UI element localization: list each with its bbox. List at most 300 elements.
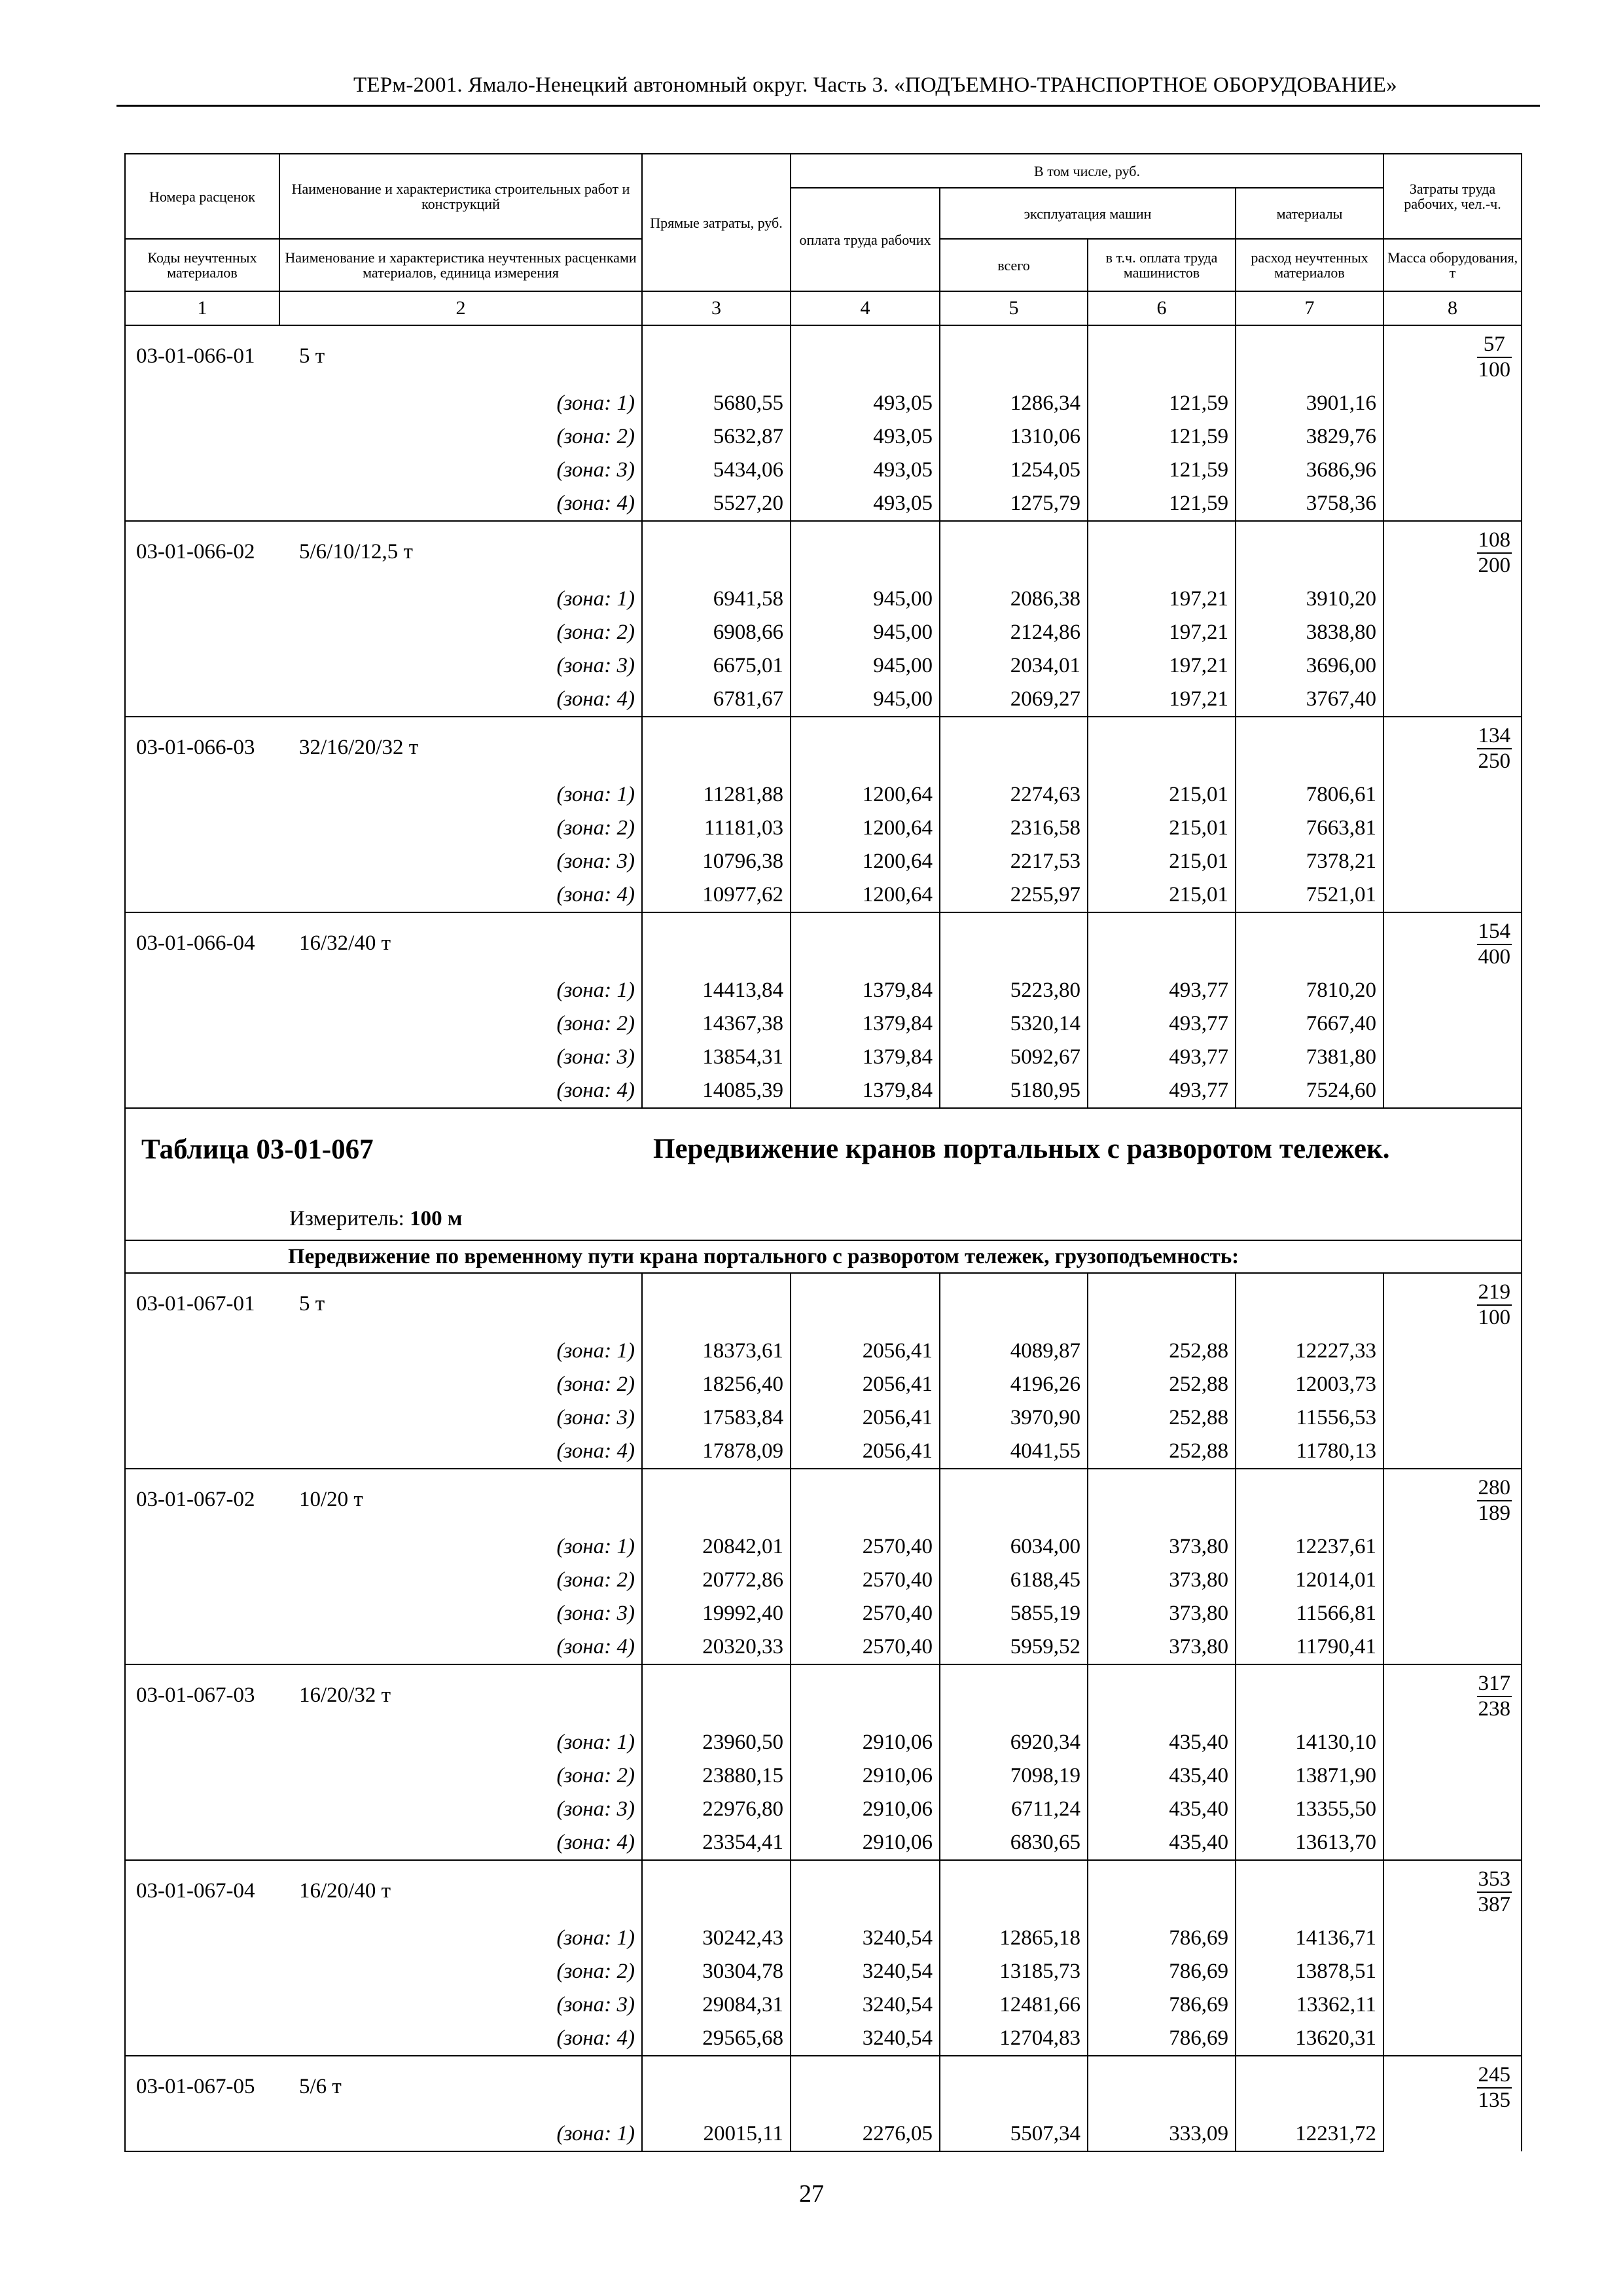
empty-cell (642, 325, 791, 387)
equipment-mass: 238 (1478, 1697, 1511, 1721)
labor-pay-value: 945,00 (791, 583, 940, 616)
empty-cell (125, 1041, 279, 1074)
direct-costs-value: 23354,41 (642, 1826, 791, 1860)
machines-total-value: 6188,45 (940, 1564, 1088, 1597)
rate-name: 16/32/40 т (279, 912, 642, 974)
equipment-mass: 400 (1478, 945, 1511, 969)
labor-pay-value: 2910,06 (791, 1826, 940, 1860)
zone-label: (зона: 3) (556, 850, 635, 873)
machines-total-value: 2034,01 (940, 649, 1088, 683)
empty-cell (1236, 1860, 1383, 1922)
labor-mass-fraction (1477, 1280, 1512, 1330)
zone-row (125, 1368, 1522, 1401)
direct-costs-value: 6675,01 (642, 649, 791, 683)
empty-cell (125, 1368, 279, 1401)
materials-value: 7663,81 (1236, 812, 1383, 845)
direct-costs-value: 30304,78 (642, 1955, 791, 1988)
direct-costs-value: 5632,87 (642, 420, 791, 454)
machines-total-value: 2255,97 (940, 878, 1088, 912)
materials-value: 7810,20 (1236, 974, 1383, 1007)
zone-label: (зона: 2) (556, 425, 635, 448)
operators-pay-value: 493,77 (1088, 974, 1236, 1007)
header-materials: материалы (1236, 188, 1383, 239)
empty-cell (940, 1273, 1088, 1335)
labor-mass-cell (1383, 1860, 1522, 2056)
rate-name: 5/6/10/12,5 т (279, 521, 642, 583)
empty-cell (791, 1664, 940, 1726)
materials-value: 7806,61 (1236, 778, 1383, 812)
empty-cell (125, 487, 279, 521)
header-unaccounted-materials: расход неучтенных материалов (1236, 239, 1383, 291)
empty-cell (125, 1564, 279, 1597)
operators-pay-value: 252,88 (1088, 1401, 1236, 1435)
machines-total-value: 5092,67 (940, 1041, 1088, 1074)
empty-cell (125, 583, 279, 616)
materials-value: 12003,73 (1236, 1368, 1383, 1401)
labor-pay-value: 2276,05 (791, 2117, 940, 2151)
zone-row (125, 1530, 1522, 1564)
empty-cell (1236, 521, 1383, 583)
empty-cell (125, 2117, 279, 2151)
empty-cell (791, 1860, 940, 1922)
zone-label: (зона: 4) (556, 1439, 635, 1463)
empty-cell (642, 912, 791, 974)
materials-value: 7378,21 (1236, 845, 1383, 878)
operators-pay-value: 252,88 (1088, 1435, 1236, 1469)
labor-pay-value: 2910,06 (791, 1793, 940, 1826)
rate-group-row (125, 912, 1522, 974)
empty-cell (791, 717, 940, 778)
machines-total-value: 3970,90 (940, 1401, 1088, 1435)
materials-value: 7381,80 (1236, 1041, 1383, 1074)
direct-costs-value: 23880,15 (642, 1759, 791, 1793)
column-number: 5 (940, 291, 1088, 325)
direct-costs-value: 13854,31 (642, 1041, 791, 1074)
rate-group-row (125, 1469, 1522, 1530)
zone-label: (зона: 3) (556, 1993, 635, 2017)
labor-mass-cell (1383, 2056, 1522, 2151)
labor-pay-value: 2910,06 (791, 1726, 940, 1759)
zone-label: (зона: 3) (556, 1406, 635, 1429)
operators-pay-value: 435,40 (1088, 1793, 1236, 1826)
empty-cell (1236, 1469, 1383, 1530)
zone-label: (зона: 4) (556, 2026, 635, 2050)
labor-pay-value: 2570,40 (791, 1630, 940, 1664)
header-material-names: Наименование и характеристика неучтенных расценками материалов, единица измерения (279, 239, 642, 291)
direct-costs-value: 20842,01 (642, 1530, 791, 1564)
empty-cell (940, 2056, 1088, 2117)
zone-label: (зона: 2) (556, 1012, 635, 1035)
empty-cell (125, 845, 279, 878)
column-number: 6 (1088, 291, 1236, 325)
labor-pay-value: 1200,64 (791, 845, 940, 878)
rate-name: 16/20/32 т (279, 1664, 642, 1726)
header-labor-pay: оплата труда рабочих (791, 188, 940, 291)
rate-group-row (125, 1664, 1522, 1726)
materials-value: 12227,33 (1236, 1335, 1383, 1368)
materials-value: 3901,16 (1236, 387, 1383, 420)
operators-pay-value: 493,77 (1088, 1007, 1236, 1041)
header-number-row (125, 291, 1522, 325)
labor-mass-cell (1383, 521, 1522, 717)
empty-cell (125, 1007, 279, 1041)
labor-mass-fraction (1477, 724, 1512, 774)
header-including: В том числе, руб. (791, 154, 1383, 188)
zone-label: (зона: 4) (556, 883, 635, 906)
machines-total-value: 6920,34 (940, 1726, 1088, 1759)
empty-cell (642, 1860, 791, 1922)
empty-cell (791, 521, 940, 583)
labor-pay-value: 493,05 (791, 387, 940, 420)
zone-row (125, 487, 1522, 521)
labor-mass-fraction (1477, 1476, 1512, 1526)
zone-row (125, 1041, 1522, 1074)
materials-value: 3767,40 (1236, 683, 1383, 717)
rate-code: 03-01-067-02 (125, 1469, 279, 1530)
machines-total-value: 4196,26 (940, 1368, 1088, 1401)
labor-pay-value: 1200,64 (791, 878, 940, 912)
zone-label: (зона: 2) (556, 620, 635, 644)
empty-cell (940, 521, 1088, 583)
operators-pay-value: 786,69 (1088, 2022, 1236, 2056)
empty-cell (1088, 1469, 1236, 1530)
operators-pay-value: 121,59 (1088, 487, 1236, 521)
operators-pay-value: 493,77 (1088, 1074, 1236, 1108)
zone-row (125, 1922, 1522, 1955)
empty-cell (125, 1630, 279, 1664)
labor-mass-cell (1383, 325, 1522, 521)
empty-cell (1088, 1273, 1236, 1335)
zone-label: (зона: 2) (556, 1960, 635, 1983)
rate-name: 32/16/20/32 т (279, 717, 642, 778)
empty-cell (1088, 717, 1236, 778)
materials-value: 3838,80 (1236, 616, 1383, 649)
labor-pay-value: 2570,40 (791, 1564, 940, 1597)
labor-pay-value: 3240,54 (791, 2022, 940, 2056)
empty-cell (125, 778, 279, 812)
zone-row (125, 2117, 1522, 2151)
operators-pay-value: 197,21 (1088, 683, 1236, 717)
empty-cell (125, 1793, 279, 1826)
labor-pay-value: 2570,40 (791, 1530, 940, 1564)
zone-label: (зона: 3) (556, 1045, 635, 1069)
empty-cell (791, 912, 940, 974)
zone-row (125, 420, 1522, 454)
labor-mass-fraction (1477, 1672, 1512, 1721)
empty-cell (125, 454, 279, 487)
machines-total-value: 7098,19 (940, 1759, 1088, 1793)
rate-name: 16/20/40 т (279, 1860, 642, 1922)
empty-cell (1088, 325, 1236, 387)
labor-mass-fraction (1477, 332, 1512, 382)
materials-value: 11556,53 (1236, 1401, 1383, 1435)
materials-value: 7667,40 (1236, 1007, 1383, 1041)
empty-cell (125, 1726, 279, 1759)
empty-cell (1236, 912, 1383, 974)
materials-value: 13871,90 (1236, 1759, 1383, 1793)
header-rate-numbers: Номера расценок (125, 154, 279, 239)
empty-cell (791, 2056, 940, 2117)
direct-costs-value: 20772,86 (642, 1564, 791, 1597)
labor-pay-value: 3240,54 (791, 1988, 940, 2022)
direct-costs-value: 29084,31 (642, 1988, 791, 2022)
labor-pay-value: 945,00 (791, 616, 940, 649)
labor-hours: 154 (1477, 920, 1512, 945)
header-equipment-mass: Масса оборудования, т (1383, 239, 1522, 291)
machines-total-value: 2069,27 (940, 683, 1088, 717)
direct-costs-value: 17878,09 (642, 1435, 791, 1469)
direct-costs-value: 6781,67 (642, 683, 791, 717)
labor-hours: 245 (1477, 2063, 1512, 2089)
empty-cell (1088, 912, 1236, 974)
labor-pay-value: 493,05 (791, 487, 940, 521)
table-number: Таблица 03-01-067 (141, 1134, 374, 1165)
rate-code: 03-01-066-03 (125, 717, 279, 778)
empty-cell (125, 683, 279, 717)
operators-pay-value: 786,69 (1088, 1922, 1236, 1955)
rate-name: 5 т (279, 325, 642, 387)
empty-cell (125, 1826, 279, 1860)
zone-row (125, 616, 1522, 649)
empty-cell (642, 1664, 791, 1726)
materials-value: 7521,01 (1236, 878, 1383, 912)
zone-row (125, 974, 1522, 1007)
zone-row (125, 387, 1522, 420)
column-number: 2 (279, 291, 642, 325)
rate-code: 03-01-067-04 (125, 1860, 279, 1922)
zone-row (125, 1955, 1522, 1988)
operators-pay-value: 333,09 (1088, 2117, 1236, 2151)
empty-cell (125, 1597, 279, 1630)
rate-code: 03-01-067-05 (125, 2056, 279, 2117)
labor-pay-value: 1200,64 (791, 812, 940, 845)
operators-pay-value: 197,21 (1088, 616, 1236, 649)
direct-costs-value: 14085,39 (642, 1074, 791, 1108)
empty-cell (940, 325, 1088, 387)
column-number: 1 (125, 291, 279, 325)
machines-total-value: 2274,63 (940, 778, 1088, 812)
machines-total-value: 1254,05 (940, 454, 1088, 487)
zone-row (125, 649, 1522, 683)
empty-cell (642, 717, 791, 778)
meter-label: Измеритель: (289, 1207, 404, 1230)
zone-row (125, 1597, 1522, 1630)
empty-cell (125, 1530, 279, 1564)
equipment-mass: 100 (1478, 358, 1511, 382)
operators-pay-value: 252,88 (1088, 1368, 1236, 1401)
machines-total-value: 12481,66 (940, 1988, 1088, 2022)
materials-value: 14136,71 (1236, 1922, 1383, 1955)
empty-cell (940, 1469, 1088, 1530)
empty-cell (125, 420, 279, 454)
materials-value: 12231,72 (1236, 2117, 1383, 2151)
zone-label: (зона: 1) (279, 2117, 642, 2151)
operators-pay-value: 786,69 (1088, 1955, 1236, 1988)
machines-total-value: 4041,55 (940, 1435, 1088, 1469)
empty-cell (125, 1401, 279, 1435)
machines-total-value: 2086,38 (940, 583, 1088, 616)
empty-cell (125, 387, 279, 420)
zone-row (125, 583, 1522, 616)
zone-label: (зона: 4) (556, 1079, 635, 1102)
zone-label: (зона: 4) (556, 1635, 635, 1659)
empty-cell (1088, 521, 1236, 583)
machines-total-value: 12704,83 (940, 2022, 1088, 2056)
operators-pay-value: 252,88 (1088, 1335, 1236, 1368)
labor-pay-value: 493,05 (791, 454, 940, 487)
labor-mass-fraction (1477, 1867, 1512, 1917)
rate-code: 03-01-067-01 (125, 1273, 279, 1335)
empty-cell (125, 1955, 279, 1988)
header-material-codes: Коды неучтенных материалов (125, 239, 279, 291)
materials-value: 13878,51 (1236, 1955, 1383, 1988)
operators-pay-value: 493,77 (1088, 1041, 1236, 1074)
header-work-name: Наименование и характеристика строительных работ и конструкций (279, 154, 642, 239)
operators-pay-value: 215,01 (1088, 845, 1236, 878)
empty-cell (791, 325, 940, 387)
direct-costs-value: 11281,88 (642, 778, 791, 812)
operators-pay-value: 373,80 (1088, 1630, 1236, 1664)
operators-pay-value: 435,40 (1088, 1826, 1236, 1860)
equipment-mass: 200 (1478, 554, 1511, 577)
machines-total-value: 1275,79 (940, 487, 1088, 521)
zone-row (125, 812, 1522, 845)
operators-pay-value: 215,01 (1088, 778, 1236, 812)
materials-value: 3758,36 (1236, 487, 1383, 521)
operators-pay-value: 215,01 (1088, 878, 1236, 912)
header-labor-costs: Затраты труда рабочих, чел.-ч. (1383, 154, 1522, 239)
machines-total-value: 4089,87 (940, 1335, 1088, 1368)
direct-costs-value: 20320,33 (642, 1630, 791, 1664)
empty-cell (125, 1759, 279, 1793)
equipment-mass: 189 (1478, 1501, 1511, 1525)
rate-code: 03-01-066-04 (125, 912, 279, 974)
labor-mass-cell (1383, 912, 1522, 1108)
equipment-mass: 250 (1478, 749, 1511, 773)
operators-pay-value: 373,80 (1088, 1564, 1236, 1597)
rate-group-row (125, 521, 1522, 583)
machines-total-value: 12865,18 (940, 1922, 1088, 1955)
header-row-1 (125, 154, 1522, 188)
labor-pay-value: 945,00 (791, 649, 940, 683)
machines-total-value: 2316,58 (940, 812, 1088, 845)
zone-row (125, 778, 1522, 812)
labor-pay-value: 1379,84 (791, 1041, 940, 1074)
materials-value: 11790,41 (1236, 1630, 1383, 1664)
meter-value: 100 м (410, 1207, 463, 1230)
labor-pay-value: 3240,54 (791, 1955, 940, 1988)
direct-costs-value: 29565,68 (642, 2022, 791, 2056)
machines-total-value: 6711,24 (940, 1793, 1088, 1826)
empty-cell (125, 974, 279, 1007)
labor-pay-value: 1379,84 (791, 1007, 940, 1041)
labor-pay-value: 1379,84 (791, 1074, 940, 1108)
labor-hours: 108 (1477, 528, 1512, 554)
labor-pay-value: 2056,41 (791, 1401, 940, 1435)
machines-total-value: 2217,53 (940, 845, 1088, 878)
machines-total-value: 5180,95 (940, 1074, 1088, 1108)
zone-label: (зона: 2) (556, 816, 635, 840)
empty-cell (125, 616, 279, 649)
rate-code: 03-01-067-03 (125, 1664, 279, 1726)
empty-cell (940, 717, 1088, 778)
materials-value: 7524,60 (1236, 1074, 1383, 1108)
machines-total-value: 1286,34 (940, 387, 1088, 420)
machines-total-value: 5507,34 (940, 2117, 1088, 2151)
header-machine-operation: эксплуатация машин (940, 188, 1236, 239)
zone-label: (зона: 1) (556, 783, 635, 806)
zone-label: (зона: 2) (556, 1764, 635, 1787)
rate-name: 5/6 т (279, 2056, 642, 2117)
zone-label: (зона: 4) (556, 687, 635, 711)
materials-value: 13620,31 (1236, 2022, 1383, 2056)
direct-costs-value: 22976,80 (642, 1793, 791, 1826)
equipment-mass: 100 (1478, 1306, 1511, 1329)
empty-cell (642, 1273, 791, 1335)
direct-costs-value: 20015,11 (642, 2117, 791, 2151)
zone-label: (зона: 1) (556, 1926, 635, 1950)
zone-row (125, 1564, 1522, 1597)
materials-value: 3910,20 (1236, 583, 1383, 616)
labor-pay-value: 1200,64 (791, 778, 940, 812)
zone-label: (зона: 4) (556, 492, 635, 515)
empty-cell (125, 1435, 279, 1469)
empty-cell (125, 1074, 279, 1108)
zone-label: (зона: 2) (556, 1568, 635, 1592)
operators-pay-value: 197,21 (1088, 583, 1236, 616)
zone-row (125, 878, 1522, 912)
rate-group-row (125, 1273, 1522, 1335)
empty-cell (1236, 1664, 1383, 1726)
operators-pay-value: 373,80 (1088, 1530, 1236, 1564)
rate-group-row (125, 2056, 1522, 2117)
machines-total-value: 1310,06 (940, 420, 1088, 454)
zone-row (125, 1726, 1522, 1759)
zone-label: (зона: 4) (556, 1831, 635, 1854)
header-machines-total: всего (940, 239, 1088, 291)
machines-total-value: 6034,00 (940, 1530, 1088, 1564)
zone-label: (зона: 3) (556, 654, 635, 677)
materials-value: 13613,70 (1236, 1826, 1383, 1860)
equipment-mass: 135 (1478, 2089, 1511, 2112)
labor-hours: 219 (1477, 1280, 1512, 1306)
empty-cell (125, 812, 279, 845)
table-meter (289, 1207, 462, 1231)
labor-mass-cell (1383, 1664, 1522, 1860)
empty-cell (125, 1922, 279, 1955)
empty-cell (1236, 1273, 1383, 1335)
machines-total-value: 5959,52 (940, 1630, 1088, 1664)
zone-label: (зона: 1) (556, 1731, 635, 1754)
materials-value: 3829,76 (1236, 420, 1383, 454)
column-number: 7 (1236, 291, 1383, 325)
labor-hours: 317 (1477, 1672, 1512, 1697)
labor-pay-value: 3240,54 (791, 1922, 940, 1955)
labor-hours: 280 (1477, 1476, 1512, 1501)
materials-value: 12237,61 (1236, 1530, 1383, 1564)
rate-name: 10/20 т (279, 1469, 642, 1530)
labor-hours: 353 (1477, 1867, 1512, 1893)
empty-cell (1236, 2056, 1383, 2117)
operators-pay-value: 121,59 (1088, 420, 1236, 454)
table-title: Передвижение кранов портальных с разворотом тележек. (653, 1134, 1390, 1164)
rates-table (124, 153, 1522, 2152)
zone-label: (зона: 1) (556, 1535, 635, 1558)
header-rule (116, 105, 1540, 107)
empty-cell (940, 912, 1088, 974)
labor-hours: 57 (1477, 332, 1512, 358)
direct-costs-value: 11181,03 (642, 812, 791, 845)
